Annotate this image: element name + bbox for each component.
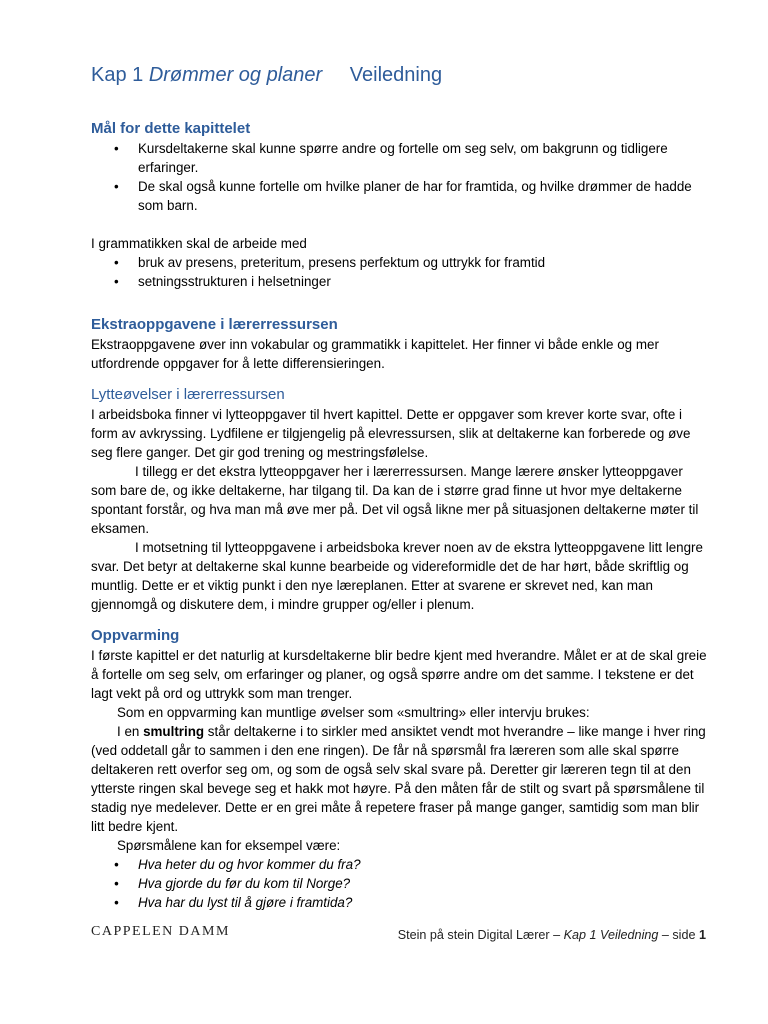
goals-list	[91, 139, 711, 215]
title-kap: Kap 1	[91, 64, 144, 86]
listening-paragraph-2: I tillegg er det ekstra lytteoppgaver her i lærerressursen. Mange lærere ønsker lytteoppgaver som bare de, og ikke deltakerne, har tilgang til. Da kan de i større grad finne ut hvor mye deltakerne spontant forstår, og hva man må øve mer på. Det vil også likne mer på situasjonen deltakerne møter til eksamen.	[91, 464, 699, 536]
grammar-intro: I grammatikken skal de arbeide med	[91, 236, 307, 251]
goals-heading: Mål for dette kapittelet	[91, 120, 251, 137]
extra-heading: Ekstraoppgavene i lærerressursen	[91, 316, 338, 333]
warmup-paragraph-2: Som en oppvarming kan muntlige øvelser som «smultring» eller intervju brukes:	[117, 705, 590, 720]
title-chapter-name: Drømmer og planer	[148, 64, 323, 86]
warmup-paragraph-3	[91, 722, 711, 836]
warmup-heading: Oppvarming	[91, 627, 180, 644]
warmup-p3-before: I en	[117, 724, 144, 739]
page-footer	[0, 920, 768, 950]
question-item: • Hva gjorde du før du kom til Norge?	[138, 874, 711, 893]
warmup-paragraph-4: Spørsmålene kan for eksempel være:	[117, 838, 341, 853]
listening-paragraph-3: I motsetning til lytteoppgavene i arbeidsboka krever noen av de ekstra lytteoppgavene litt lengre svar. Det betyr at deltakerne skal kunne bearbeide og videreformidle det de har hørt, både skriftlig og muntlig. Dette er et viktig punkt i den nye læreplanen. Etter at svarene er skrevet ned, kan man gjennomgå og diskutere dem, i mindre grupper og/eller i plenum.	[91, 540, 703, 612]
question-item: • Hva har du lyst til å gjøre i framtida?	[138, 893, 711, 912]
footer-page-number: 1	[698, 928, 706, 942]
goals-item: • Kursdeltakerne skal kunne spørre andre og fortelle om seg selv, om bakgrunn og tidligere erfaringer.	[138, 139, 711, 177]
publisher-logo: CAPPELEN DAMM	[91, 924, 230, 939]
grammar-item: • setningsstrukturen i helsetninger	[138, 272, 711, 291]
goals-item: • De skal også kunne fortelle om hvilke planer de har for framtida, og hvilke drømmer de hadde som barn.	[138, 177, 711, 215]
listening-paragraph-1: I arbeidsboka finner vi lytteoppgaver til hvert kapittel. Dette er oppgaver som krever korte svar, ofte i form av avkryssing. Lydfilene er tilgjengelig på elevressursen, slik at deltakerne kan forberede og øve seg flere ganger. Det gir god trening og mestringsfølelse.	[91, 407, 691, 460]
grammar-item: • bruk av presens, preteritum, presens perfektum og uttrykk for framtid	[138, 253, 711, 272]
grammar-list	[91, 253, 711, 291]
questions-list	[91, 855, 711, 912]
footer-text	[398, 928, 706, 942]
question-item: • Hva heter du og hvor kommer du fra?	[138, 855, 711, 874]
warmup-paragraph-1: I første kapittel er det naturlig at kursdeltakerne blir bedre kjent med hverandre. Målet er at de skal greie å fortelle om seg selv, om erfaringer og planer, og også spørre andre om det samme. I tekstene er det lagt vekt på ord og uttrykk som man trenger.	[91, 648, 707, 701]
listening-heading: Lytteøvelser i lærerressursen	[91, 386, 285, 403]
document-body	[91, 119, 711, 912]
footer-text-mid: – side	[658, 928, 699, 942]
page-title	[91, 64, 442, 87]
footer-text-italic: Kap 1 Veiledning	[563, 928, 659, 942]
title-guide: Veiledning	[349, 64, 443, 86]
extra-text: Ekstraoppgavene øver inn vokabular og grammatikk i kapittelet. Her finner vi både enkle og mer utfordrende oppgaver for å lette differensieringen.	[91, 337, 659, 371]
footer-text-before: Stein på stein Digital Lærer –	[397, 928, 564, 942]
warmup-p3-after: står deltakerne i to sirkler med ansiktet vendt mot hverandre – like mange i hver ring (ved oddetall går to sammen i den ene ringen). De får nå spørsmål fra læreren som alle skal spørre deltakeren rett overfor seg om, og som de også selv skal svare på. Deretter gir læreren tegn til at den ytterste ringen skal bevege seg et hakk mot høyre. På den måten får de stilt og svart på spørsmålene til stadig nye medelever. Dette er en grei måte å repetere fraser på mange ganger, samtidig som man blir litt bedre kjent.	[91, 724, 706, 834]
warmup-p3-bold: smultring	[143, 724, 205, 739]
